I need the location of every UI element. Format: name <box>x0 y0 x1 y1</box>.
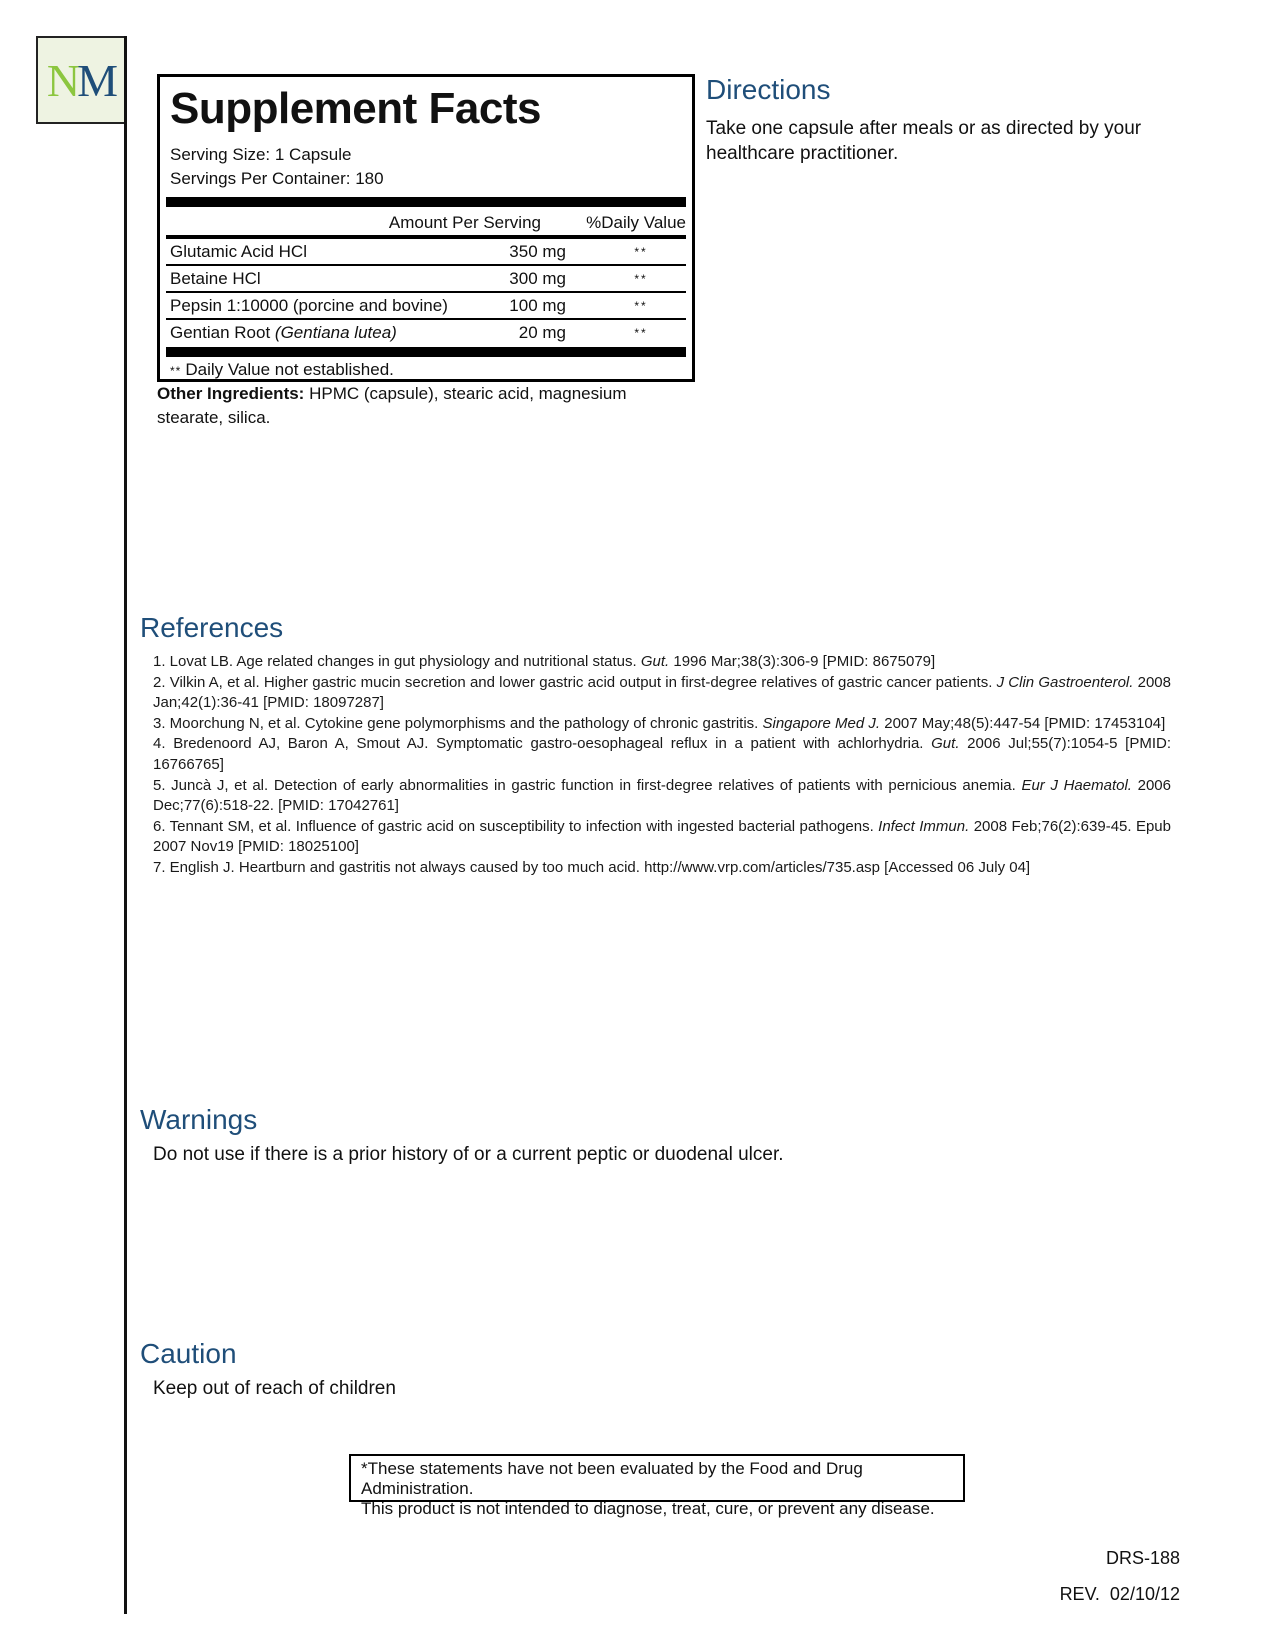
facts-divider <box>166 347 686 357</box>
ingredient-name: Gentian Root <box>170 322 275 342</box>
reference-journal: Infect Immun. <box>878 817 970 835</box>
footnote-text: Daily Value not established. <box>185 360 394 379</box>
reference-item <box>153 714 1171 735</box>
facts-row <box>166 266 686 291</box>
reference-text: 5. Juncà J, et al. Detection of early abnormalities in gastric function in first-degree relatives of patients with pernicious anemia. <box>153 776 1022 794</box>
directions-heading: Directions <box>706 74 831 105</box>
disclaimer-line-2: This product is not intended to diagnose, treat, cure, or prevent any disease. <box>361 1499 935 1518</box>
references-heading: References <box>140 612 284 643</box>
other-ingredients-label: Other Ingredients: <box>157 384 305 403</box>
ingredient-name: Betaine HCl <box>170 268 261 288</box>
document-code: DRS-188 <box>1105 1548 1180 1568</box>
ingredient-latin-name: (Gentiana lutea) <box>274 322 397 342</box>
fda-disclaimer-box <box>349 1454 965 1518</box>
ingredient-amount: 300 mg <box>509 268 566 288</box>
reference-item <box>153 776 1171 817</box>
reference-text: 2. Vilkin A, et al. Higher gastric mucin secretion and lower gastric acid output in first-degree relatives of gastric cancer patients. <box>153 673 997 691</box>
warnings-heading: Warnings <box>140 1104 258 1135</box>
reference-journal: Singapore Med J. <box>762 714 881 732</box>
facts-divider <box>166 197 686 207</box>
reference-item <box>153 652 1171 673</box>
nm-logo <box>36 36 126 124</box>
reference-journal: Gut. <box>640 653 670 670</box>
reference-journal: Gut. <box>931 735 960 753</box>
ingredient-name: Glutamic Acid HCl <box>170 241 307 261</box>
other-ingredients <box>157 382 657 430</box>
reference-text: 3. Moorchung N, et al. Cytokine gene polymorphisms and the pathology of chronic gastritis. <box>153 714 763 732</box>
ingredient-amount: 350 mg <box>509 241 566 261</box>
document-code-block <box>1060 1540 1180 1612</box>
facts-row <box>166 320 686 345</box>
disclaimer-line-1: *These statements have not been evaluated by the Food and Drug Administration. <box>361 1459 863 1498</box>
facts-header-row <box>166 207 686 235</box>
facts-title: Supplement Facts <box>170 84 541 133</box>
ingredient-amount: 20 mg <box>518 322 566 342</box>
reference-journal: J Clin Gastroenterol. <box>996 673 1134 691</box>
daily-value-header: %Daily Value <box>586 213 686 232</box>
reference-citation: 1996 Mar;38(3):306-9 [PMID: 8675079] <box>669 653 936 670</box>
references-list <box>153 652 1171 879</box>
reference-text: 1. Lovat LB. Age related changes in gut physiology and nutritional status. <box>153 653 641 670</box>
reference-item <box>153 817 1171 858</box>
reference-item <box>153 858 1171 879</box>
reference-journal: Eur J Haematol. <box>1021 776 1132 794</box>
reference-citation: 2008 Feb;76(2):639-45. Epub 2007 Nov19 [PMID: 18025100] <box>153 817 1171 856</box>
serving-size: Serving Size: 1 Capsule <box>170 145 352 164</box>
facts-row <box>166 239 686 264</box>
supplement-facts-panel <box>157 74 695 382</box>
ingredient-dv: ** <box>634 325 648 340</box>
amount-header: Amount Per Serving <box>388 213 541 232</box>
reference-text: 6. Tennant SM, et al. Influence of gastric acid on susceptibility to infection with ingested bacterial pathogens. <box>153 817 879 835</box>
reference-text: 7. English J. Heartburn and gastritis not always caused by too much acid. http://www.vrp.com/articles/735.asp [Accessed 06 July 04] <box>153 858 1031 876</box>
facts-footnote <box>166 357 686 384</box>
reference-citation: 2006 Jul;55(7):1054-5 [PMID: 16766765] <box>153 735 1171 773</box>
logo-letter-n: N <box>46 54 78 106</box>
vertical-divider <box>124 36 127 1614</box>
reference-item <box>153 734 1171 775</box>
reference-text: 4. Bredenoord AJ, Baron A, Smout AJ. Symptomatic gastro-oesophageal reflux in a patient with achlorhydria. <box>153 735 932 753</box>
revision-date: REV. 02/10/12 <box>1059 1584 1180 1604</box>
directions-text: Take one capsule after meals or as directed by your healthcare practitioner. <box>706 118 1142 164</box>
caution-heading: Caution <box>140 1338 237 1369</box>
other-ingredients-text: HPMC (capsule), stearic acid, magnesium stearate, silica. <box>157 384 627 427</box>
servings-per-container: Servings Per Container: 180 <box>170 169 384 188</box>
facts-row <box>166 293 686 318</box>
reference-citation: 2007 May;48(5):447-54 [PMID: 17453104] <box>880 714 1166 732</box>
reference-citation: 2006 Dec;77(6):518-22. [PMID: 17042761] <box>153 776 1171 815</box>
ingredient-dv: ** <box>634 298 648 313</box>
ingredient-amount: 100 mg <box>509 295 566 315</box>
footnote-mark: ** <box>170 364 182 378</box>
ingredient-name: Pepsin 1:10000 (porcine and bovine) <box>170 295 448 315</box>
ingredient-dv: ** <box>634 244 648 259</box>
reference-item <box>153 673 1171 714</box>
caution-text: Keep out of reach of children <box>153 1378 396 1399</box>
reference-citation: 2008 Jan;42(1):36-41 [PMID: 18097287] <box>153 673 1171 712</box>
warnings-text: Do not use if there is a prior history of or a current peptic or duodenal ulcer. <box>153 1144 784 1165</box>
logo-letter-m: M <box>77 54 116 106</box>
ingredient-dv: ** <box>634 271 648 286</box>
